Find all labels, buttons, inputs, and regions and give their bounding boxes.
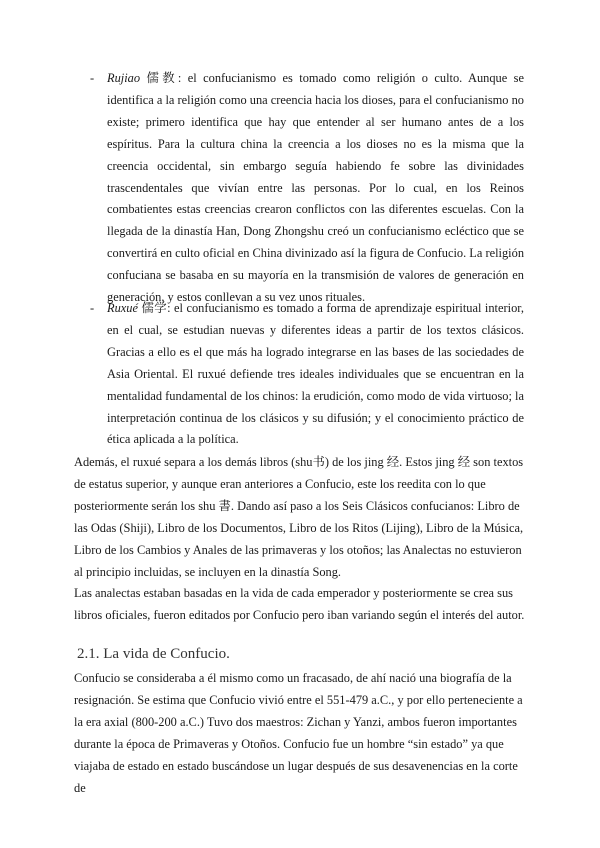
bullet-chinese: 儒学 — [141, 301, 168, 315]
bullet-body: : el confucianismo es tomado como religión o culto. Aunque se identifica a la religión como una creencia hacia los dioses, para el confucianismo no existe; primero identifica que hay que entender al ser humano antes de a los espíritus. Para la cultura china la creencia a los dioses no es la misma que la creencia occidental, sin embargo seguía habiendo fe sobre las divinidades trascendentales que vivían entre las personas. Por lo cual, en los Reinos combatientes estas creencias crearon conflictos con las diferentes escuelas. Con la llegada de la dinastía Han, Dong Zhongshu creó un confucianismo ecléctico que se convertirá en culto oficial en China divinizado así la figura de Confucio. La religión confuciana se basaba en su mayoría en la transmisión de valores de generación en generación, y estos conllevan a su vez unos rituales. — [107, 71, 525, 305]
bullet-text — [107, 298, 524, 451]
bullet-body: : el confucianismo es tomado a forma de aprendizaje espiritual interior, en el cual, se estudian nuevas y diferentes ideas a partir de los textos clásicos. Gracias a ello es el que más ha logrado integrarse en las bases de las sociedades de Asia Oriental. El ruxué defiende tres ideales individuales que se encuentran en la mentalidad fundamental de los chinos: la erudición, como modo de vida virtuoso; la interpretación continua de los clásicos y su difusión; y el conocimiento práctico de ética aplicada a la política. — [107, 301, 524, 447]
section-heading: 2.1. La vida de Confucio. — [77, 646, 230, 662]
paragraph-analectas: Las analectas estaban basadas en la vida de cada emperador y posteriormente se crea sus libros oficiales, fueron editados por Confucio pero iban variando según el interés del autor. — [74, 586, 525, 622]
bullet-term: Ruxué — [107, 301, 138, 315]
bullet-marker: - — [90, 301, 95, 315]
paragraph-clasicos: Además, el ruxué separa a los demás libros (shu书) de los jing 经. Estos jing 经 son textos de estatus superior, y aunque eran anteriores a Confucio, este los reedita con lo que posteriormente serán los shu 書. Dando así paso a los Seis Clásicos confucianos: Libro de las Odas (Shiji), Libro de los Documentos, Libro de los Ritos (Lijing), Libro de la Música, Libro de los Cambios y Anales de las primaveras y los otoños; las Analectas no estuvieron al principio incluidas, se incluyen en la dinastía Song. — [74, 455, 524, 579]
bullet-marker: - — [90, 71, 95, 85]
bullet-text — [107, 68, 524, 309]
bullet-item-rujiao — [74, 68, 524, 309]
bullet-term: Rujiao — [107, 71, 141, 85]
bullet-item-ruxue — [74, 298, 524, 451]
paragraph-vida-confucio: Confucio se consideraba a él mismo como un fracasado, de ahí nació una biografía de la resignación. Se estima que Confucio vivió entre el 551-479 a.C., y por ello perteneciente a la era axial (800-200 a.C.) Tuvo dos maestros: Zichan y Yanzi, ambos fueron importantes durante la época de Primaveras y Otoños. Confucio fue un hombre “sin estado” ya que viajaba de estado en estado buscándose un lugar después de sus desavenencias en la corte de — [74, 671, 523, 795]
bullet-chinese: 儒教 — [146, 71, 178, 85]
